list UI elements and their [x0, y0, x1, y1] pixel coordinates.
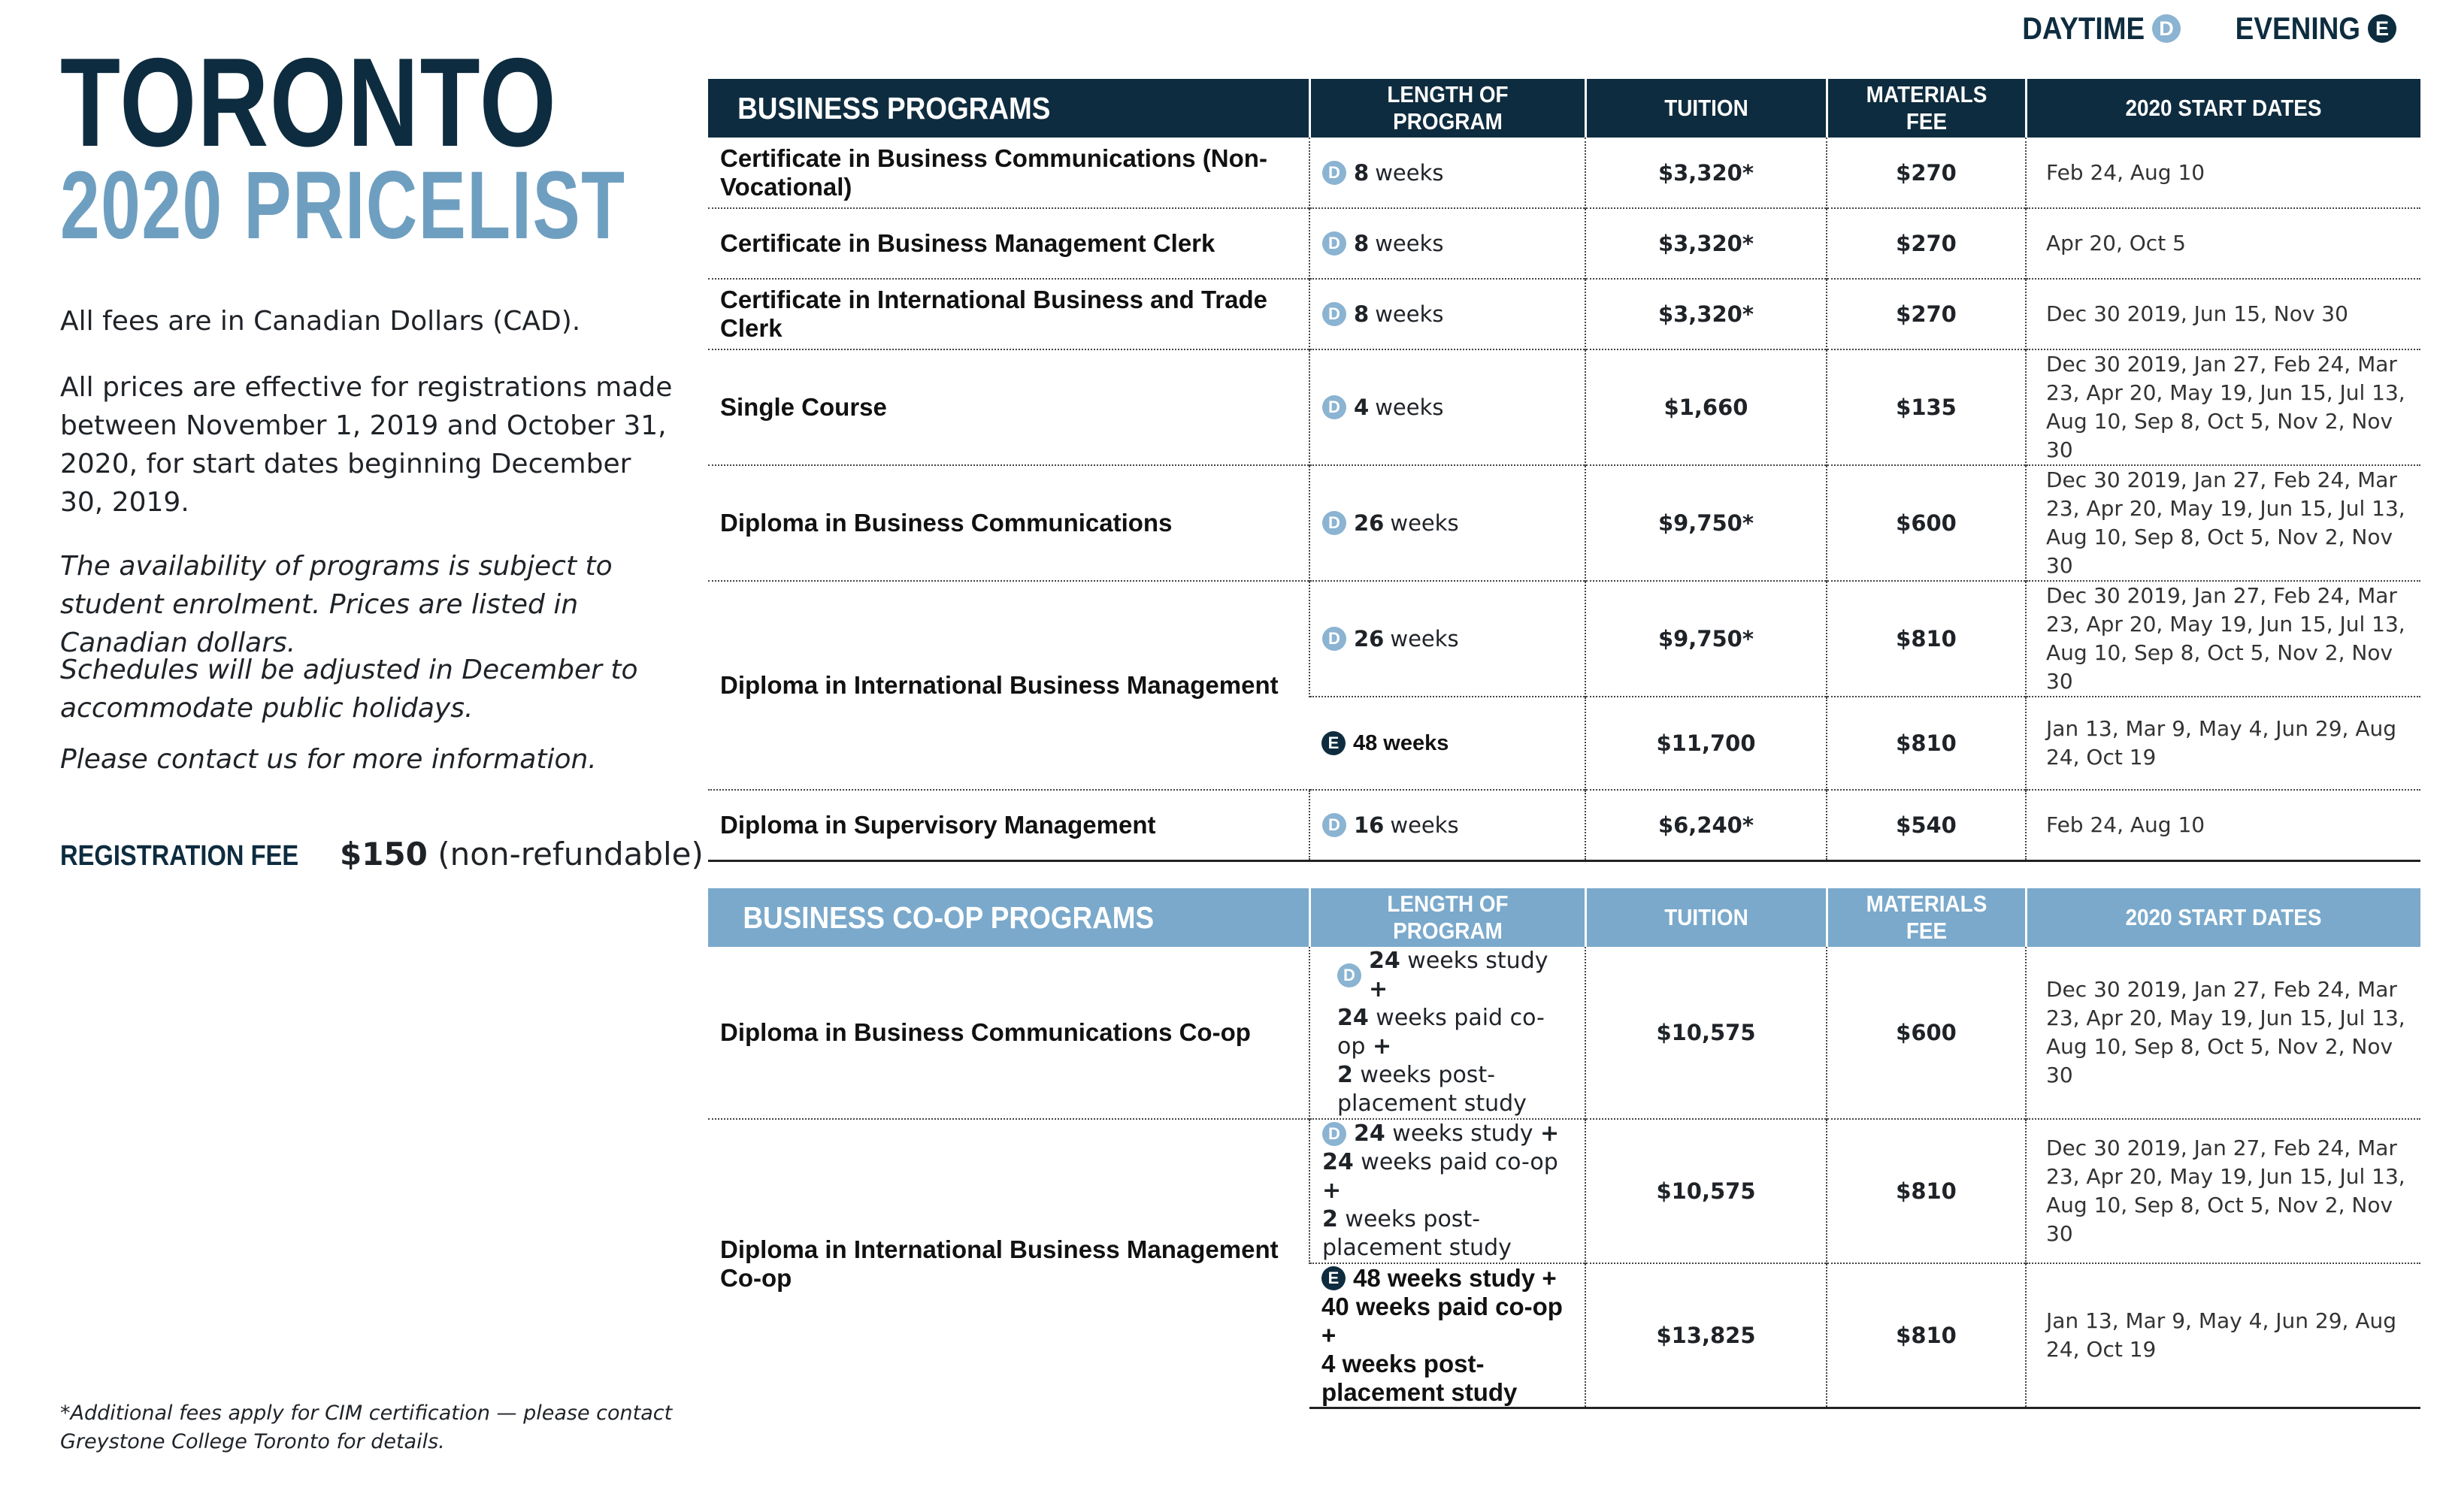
program-name: Certificate in International Business and Trade Clerk [708, 279, 1309, 349]
program-length: D 24 weeks study + 24 weeks paid co-op + 2 weeks post-placement study [1309, 947, 1585, 1119]
daytime-badge-icon: D [1322, 161, 1346, 185]
start-dates: Apr 20, Oct 5 [2026, 208, 2420, 279]
materials-fee-value: $810 [1827, 1119, 2026, 1263]
daytime-badge-icon: D [1337, 963, 1361, 987]
page-title: TORONTO [60, 32, 558, 173]
program-length: D 16 weeks [1309, 790, 1585, 860]
effective-note: All prices are effective for registrations made between November 1, 2019 and October 31, 2020, for start dates beginning December 30, 2019. [60, 372, 673, 518]
tuition-value: $6,240* [1585, 790, 1827, 860]
tuition-value: $10,575 [1585, 1119, 1827, 1263]
column-header-tuition: TUITION [1585, 79, 1827, 138]
start-dates: Dec 30 2019, Jan 27, Feb 24, Mar 23, Apr 20, May 19, Jun 15, Jul 13, Aug 10, Sep 8, Oct 5, Nov 2, Nov 30 [2026, 1119, 2420, 1263]
registration-fee-note: (non-refundable) [437, 836, 704, 872]
currency-note: All fees are in Canadian Dollars (CAD). [60, 306, 581, 337]
evening-badge-icon: E [1321, 1266, 1346, 1290]
daytime-badge-icon: D [1322, 231, 1346, 256]
legend-evening [2218, 11, 2396, 47]
daytime-badge-icon: D [1322, 1122, 1346, 1146]
start-dates: Jan 13, Mar 9, May 4, Jun 29, Aug 24, Oct 19 [2026, 697, 2420, 790]
start-dates: Dec 30 2019, Jan 27, Feb 24, Mar 23, Apr 20, May 19, Jun 15, Jul 13, Aug 10, Sep 8, Oct 5, Nov 2, Nov 30 [2026, 581, 2420, 697]
availability-note: The availability of programs is subject to student enrolment. Prices are listed in Canadian dollars. [60, 551, 613, 658]
daytime-badge-icon: D [1322, 813, 1346, 837]
schedule-legend [2006, 11, 2396, 47]
materials-fee-value: $810 [1827, 1263, 2026, 1408]
column-header-dates: 2020 START DATES [2026, 79, 2420, 138]
start-dates: Dec 30 2019, Jan 27, Feb 24, Mar 23, Apr 20, May 19, Jun 15, Jul 13, Aug 10, Sep 8, Oct 5, Nov 2, Nov 30 [2026, 349, 2420, 465]
tuition-value: $9,750* [1585, 581, 1827, 697]
table-row [708, 465, 2420, 581]
registration-fee-value [340, 836, 704, 872]
materials-fee-value: $270 [1827, 138, 2026, 208]
evening-badge-icon: E [2368, 14, 2396, 43]
registration-fee-label: REGISTRATION FEE [60, 840, 299, 872]
program-length: D 24 weeks study + 24 weeks paid co-op + 2 weeks post-placement study [1309, 1119, 1585, 1263]
table-row [708, 947, 2420, 1119]
start-dates: Feb 24, Aug 10 [2026, 138, 2420, 208]
table-header-row [708, 79, 2420, 138]
column-header-length: LENGTH OF PROGRAM [1309, 79, 1585, 138]
materials-fee-value: $135 [1827, 349, 2026, 465]
materials-fee-value: $540 [1827, 790, 2026, 860]
tuition-value: $13,825 [1585, 1263, 1827, 1408]
program-length: D 4 weeks [1309, 349, 1585, 465]
program-length: D 8 weeks [1309, 279, 1585, 349]
daytime-badge-icon: D [1322, 511, 1346, 535]
materials-fee-value: $600 [1827, 465, 2026, 581]
page-subtitle: 2020 PRICELIST [60, 152, 626, 259]
program-name: Certificate in Business Management Clerk [708, 208, 1309, 279]
table-row [708, 581, 2420, 697]
column-header-materials: MATERIALS FEE [1827, 79, 2026, 138]
daytime-badge-icon: D [1322, 627, 1346, 651]
schedules-note: Schedules will be adjusted in December to accommodate public holidays. [60, 655, 638, 724]
materials-fee-value: $270 [1827, 208, 2026, 279]
legend-evening-label: EVENING [2235, 11, 2360, 46]
daytime-badge-icon: D [1322, 302, 1346, 326]
program-length: E 48 weeks [1309, 697, 1585, 790]
program-length: D 26 weeks [1309, 465, 1585, 581]
column-header-program: BUSINESS CO-OP PROGRAMS [708, 888, 1309, 947]
program-length: D 8 weeks [1309, 208, 1585, 279]
legend-daytime-label: DAYTIME [2022, 11, 2145, 46]
tuition-value: $10,575 [1585, 947, 1827, 1119]
business-programs-table [708, 79, 2420, 862]
materials-fee-value: $270 [1827, 279, 2026, 349]
program-name: Single Course [708, 349, 1309, 465]
table-row [708, 138, 2420, 208]
start-dates: Dec 30 2019, Jan 27, Feb 24, Mar 23, Apr 20, May 19, Jun 15, Jul 13, Aug 10, Sep 8, Oct 5, Nov 2, Nov 30 [2026, 465, 2420, 581]
program-name: Diploma in Supervisory Management [708, 790, 1309, 860]
start-dates: Jan 13, Mar 9, May 4, Jun 29, Aug 24, Oct 19 [2026, 1263, 2420, 1408]
program-name: Diploma in International Business Management [708, 581, 1309, 790]
program-length: D 26 weeks [1309, 581, 1585, 697]
table-header-row [708, 888, 2420, 947]
materials-fee-value: $810 [1827, 581, 2026, 697]
start-dates: Dec 30 2019, Jan 27, Feb 24, Mar 23, Apr 20, May 19, Jun 15, Jul 13, Aug 10, Sep 8, Oct 5, Nov 2, Nov 30 [2026, 947, 2420, 1119]
daytime-badge-icon: D [1322, 395, 1346, 419]
coop-programs-table [708, 888, 2420, 1409]
table-row [708, 208, 2420, 279]
column-header-tuition: TUITION [1585, 888, 1827, 947]
table-row [708, 349, 2420, 465]
contact-note: Please contact us for more information. [60, 744, 597, 775]
tuition-value: $3,320* [1585, 138, 1827, 208]
program-length: E 48 weeks study + 40 weeks paid co-op + 4 weeks post-placement study [1309, 1263, 1585, 1408]
tuition-value: $1,660 [1585, 349, 1827, 465]
start-dates: Feb 24, Aug 10 [2026, 790, 2420, 860]
materials-fee-value: $810 [1827, 697, 2026, 790]
registration-fee-amount: $150 [340, 836, 428, 872]
evening-badge-icon: E [1321, 731, 1346, 755]
program-name: Diploma in International Business Management Co-op [708, 1119, 1309, 1408]
footnote: *Additional fees apply for CIM certification — please contact Greystone College Toronto for details. [60, 1402, 673, 1453]
column-header-program: BUSINESS PROGRAMS [708, 79, 1309, 138]
program-name: Diploma in Business Communications Co-op [720, 1018, 1251, 1046]
materials-fee-value: $600 [1827, 947, 2026, 1119]
column-header-dates: 2020 START DATES [2026, 888, 2420, 947]
tuition-value: $3,320* [1585, 279, 1827, 349]
table-row [708, 790, 2420, 860]
tuition-value: $3,320* [1585, 208, 1827, 279]
table-row [708, 1119, 2420, 1263]
daytime-badge-icon: D [2152, 14, 2181, 43]
legend-daytime [2006, 11, 2181, 47]
start-dates: Dec 30 2019, Jun 15, Nov 30 [2026, 279, 2420, 349]
tuition-value: $11,700 [1585, 697, 1827, 790]
column-header-materials: MATERIALS FEE [1827, 888, 2026, 947]
tuition-value: $9,750* [1585, 465, 1827, 581]
table-row [708, 279, 2420, 349]
program-length: D 8 weeks [1309, 138, 1585, 208]
program-name: Diploma in Business Communications [708, 465, 1309, 581]
column-header-length: LENGTH OF PROGRAM [1309, 888, 1585, 947]
program-name: Certificate in Business Communications (Non-Vocational) [720, 144, 1267, 201]
